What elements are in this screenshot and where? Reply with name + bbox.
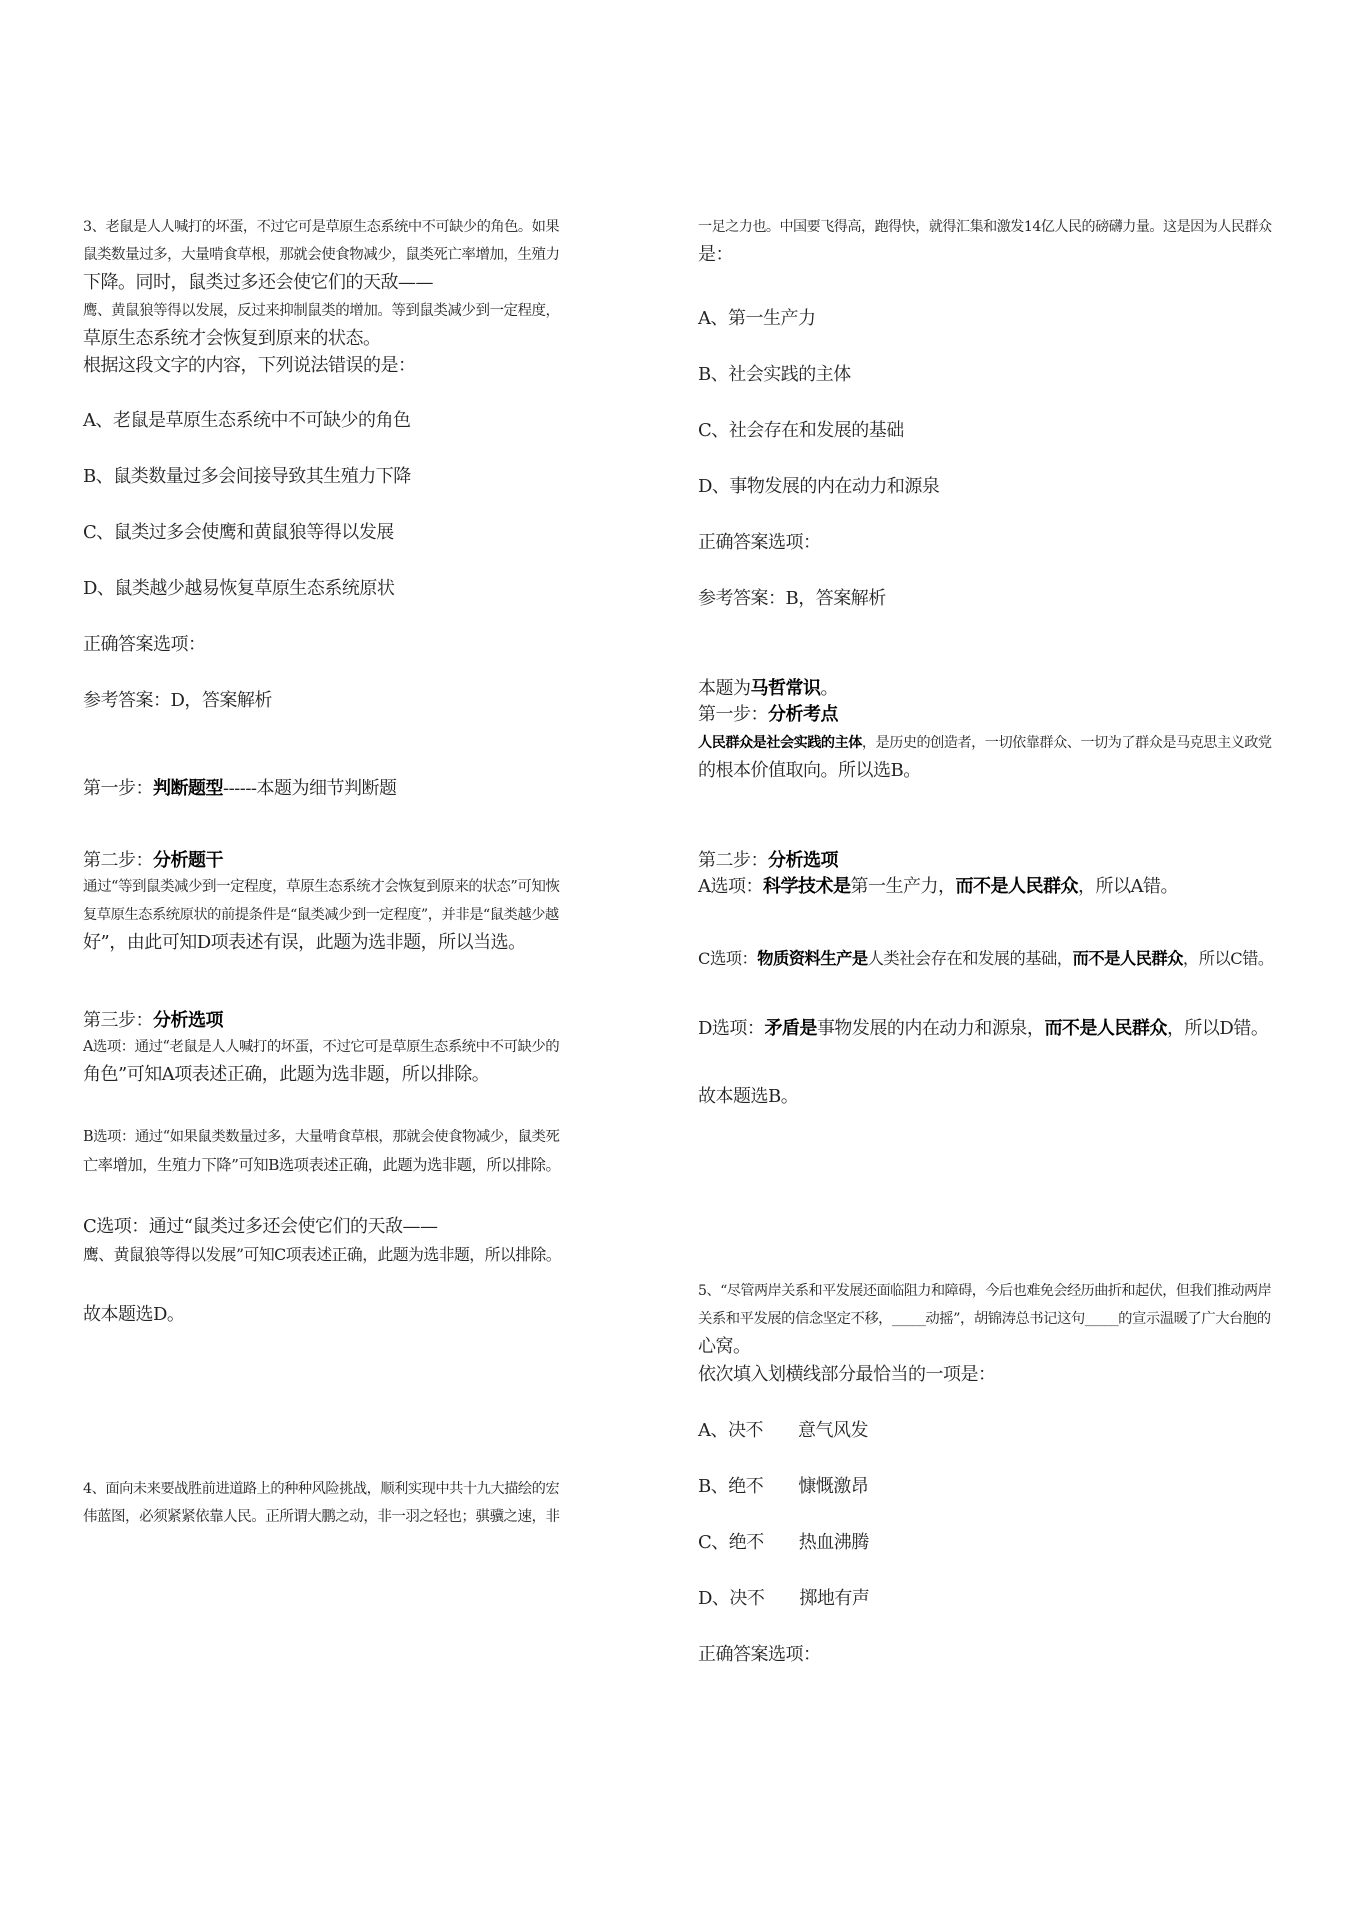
option-label: C选项：: [698, 949, 758, 968]
analysis-line: 的根本价值取向。所以选B。: [698, 760, 921, 781]
question-stem-line: 4、面向未来要战胜前进道路上的种种风险挑战，顺利实现中共十九大描绘的宏: [83, 1481, 560, 1497]
step-3: [83, 1008, 223, 1034]
analysis-text: 人类社会存在和发展的基础，: [867, 949, 1073, 968]
analysis-text: 事物发展的内在动力和源泉，: [816, 1018, 1045, 1039]
step-title: 判断题型: [153, 778, 223, 799]
step-label: 第一步：: [698, 704, 768, 725]
option-analysis-c: 鹰、黄鼠狼等得以发展”可知C项表述正确，此题为选非题，所以排除。: [83, 1245, 562, 1264]
step-2: [83, 848, 223, 874]
analysis-line: 好”，由此可知D项表述有误，此题为选非题，所以当选。: [83, 932, 526, 953]
option-b: B、社会实践的主体: [698, 364, 851, 385]
option-analysis-c: [698, 946, 1274, 972]
option-c: C、社会存在和发展的基础: [698, 420, 904, 441]
question-prompt: 根据这段文字的内容，下列说法错误的是：: [83, 355, 416, 376]
intro-topic: 马哲常识: [750, 678, 821, 699]
step-2: [698, 848, 838, 874]
question-stem-line: 心窝。: [698, 1336, 751, 1357]
analysis-text: ，所以C错。: [1182, 949, 1274, 968]
answer-label: 正确答案选项：: [83, 634, 206, 655]
emphasis: 而不是人民群众: [1044, 1018, 1167, 1039]
question-stem-line: 3、老鼠是人人喊打的坏蛋，不过它可是草原生态系统中不可缺少的角色。如果: [83, 219, 560, 235]
question-stem-line: 关系和平发展的信念坚定不移，_____动摇”，胡锦涛总书记这句_____的宣示温暖了广大台胞的: [698, 1311, 1271, 1327]
option-analysis-b: B选项：通过“如果鼠类数量过多，大量啃食草根，那就会使食物减少，鼠类死: [83, 1129, 560, 1145]
analysis-line: [698, 730, 1272, 756]
option-b: B、绝不 慷慨激昂: [698, 1476, 869, 1497]
step-title: 分析题干: [153, 850, 223, 871]
option-analysis-b: 亡率增加，生殖力下降”可知B选项表述正确，此题为选非题，所以排除。: [83, 1156, 561, 1174]
step-title: 分析考点: [768, 704, 838, 725]
analysis-text: 第一生产力，: [850, 876, 956, 897]
question-stem-line: 是：: [698, 244, 733, 265]
analysis-text: ，所以D错。: [1166, 1018, 1269, 1039]
analysis-text: ，所以A错。: [1078, 876, 1178, 897]
question-stem-line: 伟蓝图，必须紧紧依靠人民。正所谓大鹏之动，非一羽之轻也；骐骥之速，非: [83, 1509, 560, 1525]
answer-label: 正确答案选项：: [698, 1644, 821, 1665]
emphasis: 矛盾是: [764, 1018, 817, 1039]
analysis-text: ，是历史的创造者，一切依靠群众、一切为了群众是马克思主义政党: [861, 735, 1272, 751]
intro-text: 本题为: [698, 678, 751, 699]
conclusion: 故本题选D。: [83, 1304, 185, 1325]
option-analysis-d: [698, 1016, 1268, 1042]
reference-answer: 参考答案：B，答案解析: [698, 588, 886, 609]
option-analysis-a: 角色”可知A项表述正确，此题为选非题，所以排除。: [83, 1064, 490, 1085]
option-c: C、绝不 热血沸腾: [698, 1532, 869, 1553]
step-label: 第二步：: [698, 850, 768, 871]
question-stem-line: 一足之力也。中国要飞得高，跑得快，就得汇集和激发14亿人民的磅礴力量。这是因为人民群众: [698, 219, 1272, 235]
step-label: 第三步：: [83, 1010, 153, 1031]
question-prompt: 依次填入划横线部分最恰当的一项是：: [698, 1364, 996, 1385]
analysis-line: 通过“等到鼠类减少到一定程度，草原生态系统才会恢复到原来的状态”可知恢: [83, 879, 560, 895]
step-title: 分析选项: [768, 850, 838, 871]
option-c: C、鼠类过多会使鹰和黄鼠狼等得以发展: [83, 522, 394, 543]
step-1: [698, 702, 838, 728]
emphasis: 而不是人民群众: [1072, 949, 1183, 968]
intro-end: 。: [820, 678, 838, 699]
question-stem-line: 鼠类数量过多，大量啃食草根，那就会使食物减少，鼠类死亡率增加，生殖力: [83, 247, 560, 263]
emphasis: 物质资料生产是: [757, 949, 868, 968]
step-1: [83, 776, 397, 802]
option-analysis-a: A选项：通过“老鼠是人人喊打的坏蛋，不过它可是草原生态系统中不可缺少的: [83, 1039, 560, 1055]
question-stem-line: 草原生态系统才会恢复到原来的状态。: [83, 328, 381, 349]
option-d: D、事物发展的内在动力和源泉: [698, 476, 940, 497]
question-stem-line: 5、“尽管两岸关系和平发展还面临阻力和障碍，今后也难免会经历曲折和起伏，但我们推动两岸: [698, 1283, 1272, 1299]
question-stem-line: 下降。同时，鼠类过多还会使它们的天敌——: [83, 272, 433, 293]
option-analysis-a: [698, 874, 1178, 900]
option-label: A选项：: [698, 876, 763, 897]
option-label: D选项：: [698, 1018, 765, 1039]
option-a: A、老鼠是草原生态系统中不可缺少的角色: [83, 410, 411, 431]
option-a: A、第一生产力: [698, 308, 816, 329]
emphasis: 科学技术是: [763, 876, 851, 897]
emphasis: 而不是人民群众: [955, 876, 1078, 897]
option-d: D、鼠类越少越易恢复草原生态系统原状: [83, 578, 395, 599]
option-a: A、决不 意气风发: [698, 1420, 868, 1441]
conclusion: 故本题选B。: [698, 1086, 799, 1107]
option-analysis-c: C选项：通过“鼠类过多还会使它们的天敌——: [83, 1216, 438, 1237]
key-point: 人民群众是社会实践的主体: [698, 735, 862, 751]
option-b: B、鼠类数量过多会间接导致其生殖力下降: [83, 466, 411, 487]
answer-label: 正确答案选项：: [698, 532, 821, 553]
analysis-line: 复草原生态系统原状的前提条件是“鼠类减少到一定程度”，并非是“鼠类越少越: [83, 907, 559, 923]
step-text: ------本题为细节判断题: [223, 778, 397, 799]
step-title: 分析选项: [153, 1010, 223, 1031]
intro-line: [698, 676, 838, 702]
question-stem-line: 鹰、黄鼠狼等得以发展，反过来抑制鼠类的增加。等到鼠类减少到一定程度，: [83, 303, 560, 319]
step-label: 第一步：: [83, 778, 153, 799]
reference-answer: 参考答案：D，答案解析: [83, 690, 272, 711]
step-label: 第二步：: [83, 850, 153, 871]
option-d: D、决不 掷地有声: [698, 1588, 870, 1609]
